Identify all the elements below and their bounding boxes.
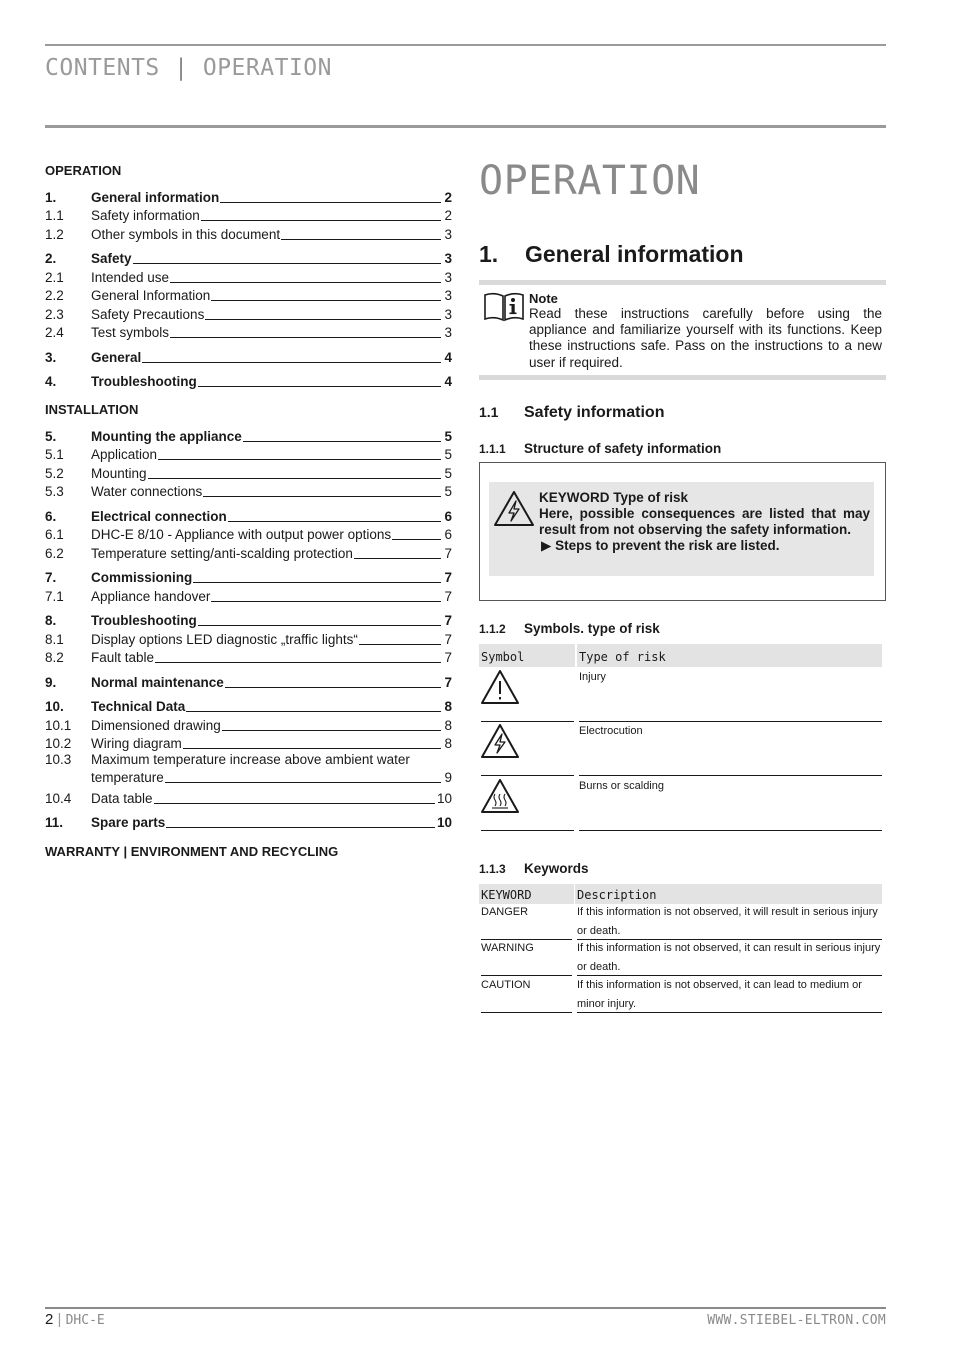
toc-entry-label: Water connections	[91, 484, 203, 499]
heading-keywords: 1.1.3 Keywords	[479, 861, 589, 876]
toc-entry-page: 3	[444, 325, 452, 340]
toc-entry[interactable]	[45, 611, 452, 630]
toc-entry[interactable]	[45, 482, 452, 501]
toc-entry-number: 6.2	[45, 545, 64, 561]
toc-entry-number: 1.1	[45, 208, 64, 223]
toc-leader	[170, 282, 441, 283]
box-step: ▶ Steps to prevent the risk are listed.	[541, 538, 780, 553]
toc-entry-number: 7.1	[45, 588, 64, 604]
toc-entry[interactable]	[45, 304, 452, 323]
toc-entry-number: 5.2	[45, 465, 64, 481]
toc-entry-label: Spare parts	[91, 815, 166, 830]
toc-entry[interactable]	[45, 752, 452, 788]
toc-leader	[281, 239, 441, 240]
heading-symbols-type-of-risk: 1.1.2 Symbols. type of risk	[479, 621, 660, 636]
toc-leader	[220, 202, 441, 203]
toc-leader	[201, 220, 441, 221]
toc-entry-number: 5.3	[45, 484, 64, 499]
footer-website: WWW.STIEBEL-ELTRON.COM	[707, 1313, 886, 1328]
main-title: OPERATION	[479, 158, 701, 204]
toc-entry-page: 10	[436, 815, 452, 830]
toc-entry[interactable]	[45, 586, 452, 605]
toc-entry[interactable]	[45, 187, 452, 206]
row-divider	[481, 1012, 572, 1013]
toc-entry-label: General information	[91, 189, 220, 205]
toc-entry-number: 10.2	[45, 736, 72, 751]
toc-entry-label: Application	[91, 447, 158, 462]
toc-leader	[198, 386, 441, 387]
note-bottom-bar	[479, 375, 886, 380]
page-header-title: CONTENTS | OPERATION	[45, 55, 332, 81]
toc-part-warranty: WARRANTY | ENVIRONMENT AND RECYCLING	[45, 844, 339, 859]
toc-entry[interactable]	[45, 525, 452, 544]
keyword-warning: WARNING	[481, 942, 534, 954]
toc-entry-label: Temperature setting/anti-scalding protection	[91, 545, 353, 561]
toc-entry-number: 7.	[45, 570, 57, 585]
toc-entry-page: 6	[444, 508, 452, 524]
toc-entry-label: Electrical connection	[91, 508, 227, 524]
toc-entry-page: 7	[444, 674, 452, 690]
toc-leader	[228, 521, 441, 522]
toc-entry-number: 6.	[45, 508, 57, 524]
toc-leader	[203, 496, 441, 497]
toc-leader	[186, 711, 441, 712]
toc-entry-number: 2.1	[45, 269, 64, 285]
toc-entry-page: 2	[444, 208, 452, 223]
warning-triangle-icon	[480, 669, 520, 710]
toc-entry-label: Other symbols in this document	[91, 226, 281, 242]
toc-entry[interactable]	[45, 426, 452, 445]
keyword-table-header-description: Description	[575, 884, 882, 904]
note-label: Note	[529, 291, 558, 306]
toc-entry-label: Fault table	[91, 650, 155, 665]
toc-leader	[142, 362, 441, 363]
toc-leader	[392, 539, 441, 540]
toc-entry-number: 10.3	[45, 752, 72, 767]
toc-entry-label: Test symbols	[91, 325, 170, 340]
toc-entry-page: 7	[444, 650, 452, 665]
toc-entry-number: 5.	[45, 428, 57, 444]
toc-entry-label: Safety	[91, 251, 132, 266]
safety-info-box-inner	[489, 482, 874, 576]
row-divider	[577, 1012, 882, 1013]
toc-entry-label: Appliance handover	[91, 588, 211, 604]
toc-entry-page: 3	[444, 269, 452, 285]
info-book-icon	[483, 289, 525, 328]
toc-entry[interactable]	[45, 813, 452, 832]
table-of-contents	[45, 162, 452, 868]
header-bottom-rule	[45, 125, 886, 128]
toc-entry-label-cont: temperature	[91, 770, 164, 785]
toc-entry-label: Safety Precautions	[91, 306, 205, 322]
keyword-warning-description: If this information is not observed, it can result in serious injury or death.	[577, 942, 881, 973]
toc-entry[interactable]	[45, 506, 452, 525]
toc-entry[interactable]	[45, 463, 452, 482]
toc-entry-page: 2	[444, 189, 452, 205]
toc-leader	[198, 625, 441, 626]
symbol-table-header-risk: Type of risk	[577, 644, 882, 667]
model-name: DHC-E	[65, 1313, 105, 1328]
toc-entry-page: 8	[444, 736, 452, 751]
electrocution-icon	[492, 489, 536, 534]
toc-entry-page: 5	[444, 428, 452, 444]
toc-entry-label: Troubleshooting	[91, 374, 197, 389]
toc-entry-number: 4.	[45, 374, 57, 389]
toc-entry-page: 5	[444, 484, 452, 499]
toc-entry-page: 3	[444, 226, 452, 242]
toc-entry-page: 4	[444, 374, 452, 389]
section-heading-general-information: 1. General information	[479, 241, 744, 267]
toc-entry-label: Commissioning	[91, 570, 193, 585]
toc-entry-page: 7	[444, 613, 452, 628]
toc-entry-label: Dimensioned drawing	[91, 717, 221, 733]
toc-entry[interactable]	[45, 372, 452, 391]
footer-rule	[45, 1307, 886, 1309]
toc-entry-page: 7	[444, 588, 452, 604]
toc-entry[interactable]	[45, 445, 452, 464]
row-divider	[579, 721, 882, 722]
toc-entry-page: 3	[444, 251, 452, 266]
header-top-rule	[45, 44, 886, 46]
toc-leader	[354, 558, 441, 559]
note-text: Read these instructions carefully before using the appliance and familiarize yourself with its functions. Keep these instructions safe. Pass on the instructions to a new user if required.	[529, 306, 882, 370]
toc-entry-page: 8	[444, 717, 452, 733]
toc-entry-page: 10	[436, 790, 452, 806]
toc-entry[interactable]	[45, 672, 452, 691]
toc-leader	[165, 782, 441, 783]
toc-leader	[359, 644, 441, 645]
toc-entry-label: General	[91, 349, 142, 365]
toc-entry-number: 10.	[45, 699, 64, 714]
toc-entry-number: 8.2	[45, 650, 64, 665]
heading-safety-information: 1.1 Safety information	[479, 404, 665, 421]
keyword-table-header-keyword: KEYWORD	[479, 884, 574, 904]
risk-electrocution: Electrocution	[579, 725, 643, 737]
toc-leader	[158, 459, 441, 460]
toc-leader	[155, 662, 441, 663]
note-top-bar	[479, 280, 886, 285]
toc-entry-page: 8	[444, 699, 452, 714]
toc-leader	[225, 687, 441, 688]
row-divider	[481, 775, 574, 776]
toc-entry[interactable]	[45, 734, 452, 753]
toc-leader	[243, 441, 441, 442]
toc-entry-label: Mounting the appliance	[91, 428, 242, 444]
toc-entry-number: 8.1	[45, 631, 64, 647]
footer-page-info: 2 | DHC-E	[45, 1311, 105, 1328]
toc-entry[interactable]	[45, 206, 452, 225]
electrocution-icon	[480, 723, 520, 764]
toc-entry-number: 2.4	[45, 325, 64, 340]
toc-entry-label: DHC-E 8/10 - Appliance with output power options	[91, 527, 392, 542]
toc-entry-label: Display options LED diagnostic „traffic lights“	[91, 631, 358, 647]
toc-entry-page: 5	[444, 465, 452, 481]
page-number: 2	[45, 1311, 54, 1328]
toc-entry-number: 1.2	[45, 226, 64, 242]
toc-entry-number: 9.	[45, 674, 57, 690]
toc-entry-label: Maximum temperature increase above ambient water	[91, 752, 410, 767]
box-consequences: Here, possible consequences are listed that may result from not observing the safety information.	[539, 506, 870, 537]
toc-entry-label: Troubleshooting	[91, 613, 197, 628]
toc-entry-number: 10.4	[45, 790, 72, 806]
toc-entry-number: 1.	[45, 189, 57, 205]
toc-leader	[154, 803, 435, 804]
toc-leader	[222, 730, 441, 731]
toc-entry-number: 8.	[45, 613, 57, 628]
toc-entry[interactable]	[45, 267, 452, 286]
toc-entry-page: 5	[444, 447, 452, 462]
toc-entry-page: 3	[444, 288, 452, 303]
toc-entry[interactable]	[45, 323, 452, 342]
toc-entry[interactable]	[45, 697, 452, 716]
toc-part-installation: INSTALLATION	[45, 402, 139, 417]
toc-entry-number: 3.	[45, 349, 57, 365]
box-keyword: KEYWORD Type of risk	[539, 490, 689, 505]
toc-entry-label: Normal maintenance	[91, 674, 224, 690]
safety-info-box	[479, 462, 886, 601]
toc-entry-number: 11.	[45, 815, 64, 830]
toc-entry-number: 2.	[45, 251, 57, 266]
toc-part-operation: OPERATION	[45, 163, 122, 178]
row-divider	[481, 830, 574, 831]
toc-entry[interactable]	[45, 543, 452, 562]
toc-entry[interactable]	[45, 249, 452, 268]
toc-entry-page: 7	[444, 570, 452, 585]
keyword-caution: CAUTION	[481, 979, 531, 991]
keyword-danger: DANGER	[481, 906, 529, 918]
toc-entry-page: 7	[444, 631, 452, 647]
risk-injury: Injury	[579, 671, 606, 683]
toc-entry[interactable]	[45, 715, 452, 734]
toc-entry-number: 2.3	[45, 306, 64, 322]
toc-entry-number: 10.1	[45, 717, 72, 733]
toc-entry[interactable]	[45, 347, 452, 366]
toc-entry[interactable]	[45, 568, 452, 587]
toc-entry-label: Wiring diagram	[91, 736, 182, 751]
toc-leader	[133, 263, 441, 264]
toc-entry-number: 6.1	[45, 527, 64, 542]
symbol-table-header-symbol: Symbol	[479, 644, 575, 667]
row-divider	[579, 830, 882, 831]
toc-entry[interactable]	[45, 286, 452, 305]
keyword-danger-description: If this information is not observed, it will result in serious injury or death.	[577, 906, 878, 937]
row-divider	[579, 775, 882, 776]
scalding-icon	[480, 778, 520, 819]
row-divider	[481, 721, 574, 722]
toc-leader	[211, 601, 441, 602]
toc-entry-label: General Information	[91, 288, 211, 303]
toc-entry-page: 6	[444, 527, 452, 542]
toc-entry-label: Technical Data	[91, 699, 186, 714]
toc-leader	[205, 319, 441, 320]
toc-leader	[148, 478, 441, 479]
toc-entry[interactable]	[45, 788, 452, 807]
toc-entry-label: Intended use	[91, 269, 170, 285]
toc-leader	[166, 827, 435, 828]
toc-entry-page: 9	[444, 770, 452, 785]
toc-entry-label: Safety information	[91, 208, 200, 223]
toc-entry[interactable]	[45, 648, 452, 667]
toc-entry-page: 3	[444, 306, 452, 322]
risk-burns-or-scalding: Burns or scalding	[579, 780, 664, 792]
toc-leader	[170, 337, 441, 338]
toc-entry-label: Mounting	[91, 465, 147, 481]
keyword-caution-description: If this information is not observed, it can lead to medium or minor injury.	[577, 979, 862, 1010]
toc-leader	[211, 300, 441, 301]
toc-entry[interactable]	[45, 224, 452, 243]
toc-entry-page: 4	[444, 349, 452, 365]
toc-entry-label: Data table	[91, 790, 153, 806]
toc-leader	[183, 748, 441, 749]
toc-entry-page: 7	[444, 545, 452, 561]
toc-leader	[193, 582, 441, 583]
toc-entry[interactable]	[45, 629, 452, 648]
heading-structure-of-safety-information: 1.1.1 Structure of safety information	[479, 441, 722, 456]
toc-entry-number: 2.2	[45, 288, 64, 303]
toc-entry-number: 5.1	[45, 447, 64, 462]
